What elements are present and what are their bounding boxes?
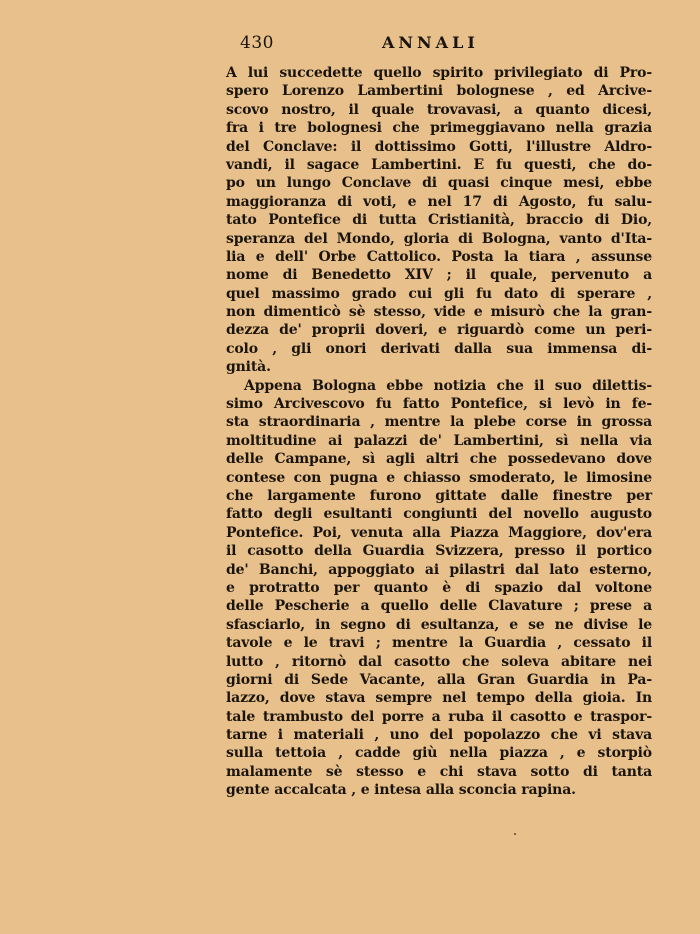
text-line: Pontefice. Poi, venuta alla Piazza Maggiore, dov'era [226, 524, 652, 541]
text-line: sulla tettoia , cadde giù nella piazza , e storpiò [226, 745, 652, 762]
text-line: spero Lorenzo Lambertini bolognese , ed Arcive- [226, 83, 652, 100]
paragraph-2 [226, 377, 652, 800]
text-line: gnità. [226, 359, 271, 376]
text-line: che largamente furono gittate dalle finestre per [226, 487, 652, 504]
text-line: del Conclave: il dottissimo Gotti, l'illustre Aldro- [226, 138, 652, 155]
text-line: maggioranza di voti, e nel 17 di Agosto, fu salu- [226, 193, 652, 210]
text-line: Appena Bologna ebbe notizia che il suo dilettis- [244, 377, 652, 394]
text-line: de' Banchi, appoggiato ai pilastri dal lato esterno, [226, 561, 652, 578]
text-line: giorni di Sede Vacante, alla Gran Guardia in Pa- [226, 671, 652, 688]
text-line: nome di Benedetto XIV ; il quale, pervenuto a [226, 267, 652, 284]
text-line: lazzo, dove stava sempre nel tempo della gioia. In [226, 690, 652, 707]
text-line: il casotto della Guardia Svizzera, presso il portico [226, 543, 652, 560]
running-title: ANNALI [382, 33, 479, 52]
text-line: contese con pugna e chiasso smoderato, le limosine [226, 469, 652, 486]
text-line: sfasciarlo, in segno di esultanza, e se ne divise le [226, 616, 652, 633]
text-line: lutto , ritornò dal casotto che soleva abitare nei [226, 653, 652, 670]
text-line: fatto degli esultanti congiunti del novello augusto [226, 506, 652, 523]
text-line: simo Arcivescovo fu fatto Pontefice, si levò in fe- [226, 396, 652, 413]
text-line: tale trambusto del porre a ruba il casotto e traspor- [226, 708, 652, 725]
text-line: fra i tre bolognesi che primeggiavano nella grazia [226, 120, 652, 137]
text-line: gente accalcata , e intesa alla sconcia rapina. [226, 782, 576, 799]
text-line: dezza de' proprii doveri, e riguardò come un peri- [226, 322, 652, 339]
text-line: tavole e le travi ; mentre la Guardia , cessato il [226, 635, 652, 652]
text-line: malamente sè stesso e chi stava sotto di tanta [226, 763, 652, 780]
page-number: 430 [240, 33, 274, 53]
text-line: non dimenticò sè stesso, vide e misurò che la gran- [226, 304, 652, 321]
text-line: colo , gli onori derivati dalla sua immensa di- [226, 340, 652, 357]
text-line: quel massimo grado cui gli fu dato di sperare , [226, 285, 652, 302]
ink-speck [514, 833, 516, 835]
text-line: delle Pescherie a quello delle Clavature ; prese a [226, 598, 652, 615]
text-line: vandi, il sagace Lambertini. E fu questi, che do- [226, 156, 652, 173]
text-line: lia e dell' Orbe Cattolico. Posta la tiara , assunse [226, 248, 652, 265]
text-line: moltitudine ai palazzi de' Lambertini, sì nella via [226, 432, 652, 449]
text-line: tato Pontefice di tutta Cristianità, braccio di Dio, [226, 212, 652, 229]
text-line: po un lungo Conclave di quasi cinque mesi, ebbe [226, 175, 652, 192]
body-text [226, 64, 652, 800]
text-line: e protratto per quanto è di spazio dal voltone [226, 579, 652, 596]
text-line: tarne i materiali , uno del popolazzo che vi stava [226, 727, 652, 744]
text-line: scovo nostro, il quale trovavasi, a quanto dicesi, [226, 101, 652, 118]
paragraph-1 [226, 64, 652, 377]
text-line: speranza del Mondo, gloria di Bologna, vanto d'Ita- [226, 230, 652, 247]
page-header [240, 33, 500, 55]
text-line: delle Campane, sì agli altri che possedevano dove [226, 451, 652, 468]
text-line: A lui succedette quello spirito privilegiato di Pro- [226, 65, 652, 81]
text-line: sta straordinaria , mentre la plebe corse in grossa [226, 414, 652, 431]
